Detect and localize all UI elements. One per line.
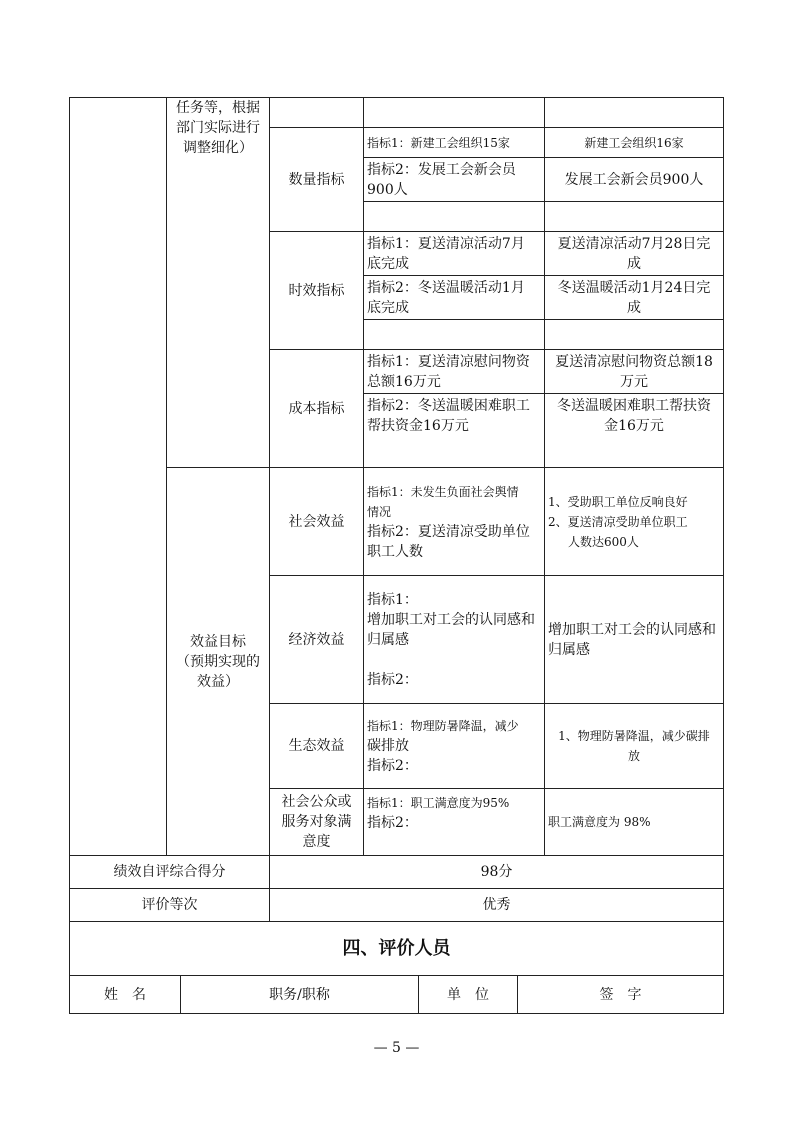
ecological-benefit-plan: 指标1：物理防暑降温，减少 碳排放 指标2： [367,719,519,774]
cost-actual-1: 夏送清凉慰问物资总额18 万元 [555,353,713,390]
cost-actual-2: 冬送温暖困难职工帮扶资 金16万元 [557,397,711,434]
task-note-line: 任务等，根据 [176,100,260,116]
staff-header-position: 职务/职称 [269,986,330,1003]
ecological-benefit-label: 生态效益 [288,738,345,754]
staff-header-name: 姓 名 [104,986,146,1003]
social-benefit-actual: 1、受助职工单位反响良好 2、夏送清凉受助单位职工 人数达600人 [548,494,688,549]
social-benefit-plan: 指标1：未发生负面社会舆情 情况 指标2：夏送清凉受助单位 职工人数 [367,484,530,560]
quantity-actual-2: 发展工会新会员900人 [564,171,704,188]
task-note-line: 部门实际进行 [176,120,260,136]
timeliness-actual-1: 夏送清凉活动7月28日完 成 [557,235,711,272]
satisfaction-actual: 职工满意度为 98% [548,815,651,829]
cost-label: 成本指标 [288,400,345,417]
page-number: — 5 — [373,1040,420,1056]
grade-label: 评价等次 [141,897,198,913]
economic-benefit-label: 经济效益 [288,631,345,648]
task-note-line: 调整细化） [183,140,253,156]
cost-plan-2: 指标2：冬送温暖困难职工 帮扶资金16万元 [367,397,530,434]
grade-value: 优秀 [482,897,511,913]
section-title: 四、评价人员 [342,937,451,959]
score-label: 绩效自评综合得分 [113,864,226,880]
quantity-plan-1: 指标1：新建工会组织15家 [367,135,510,150]
quantity-actual-1: 新建工会组织16家 [584,135,684,150]
score-value: 98分 [480,864,513,880]
task-note-cell [167,98,269,158]
benefit-group-label: 效益目标 （预期实现的 效益） [176,633,260,690]
timeliness-label: 时效指标 [288,282,345,299]
cost-plan-1: 指标1：夏送清凉慰问物资 总额16万元 [367,353,530,390]
timeliness-plan-2: 指标2：冬送温暖活动1月 底完成 [367,279,525,316]
economic-benefit-actual: 增加职工对工会的认同感和 归属感 [548,621,716,658]
timeliness-plan-1: 指标1：夏送清凉活动7月 底完成 [367,235,525,272]
economic-benefit-plan: 指标1： 增加职工对工会的认同感和 归属感 指标2： [367,591,535,688]
staff-header-signature: 签 字 [599,986,642,1003]
grid-h [363,319,724,320]
ecological-benefit-actual: 1、物理防暑降温，减少碳排 放 [558,729,710,763]
staff-header-unit: 单 位 [447,986,489,1003]
satisfaction-plan: 指标1：职工满意度为95% 指标2： [367,796,510,831]
grid-h [363,201,724,202]
social-benefit-label: 社会效益 [288,513,345,530]
quantity-label: 数量指标 [288,171,345,188]
satisfaction-label: 社会公众或 服务对象满 意度 [281,794,352,850]
table-border-bottom [69,1013,724,1014]
table-border-right [723,97,724,1014]
quantity-plan-2: 指标2：发展工会新会员 900人 [367,161,516,198]
timeliness-actual-2: 冬送温暖活动1月24日完 成 [557,279,711,316]
